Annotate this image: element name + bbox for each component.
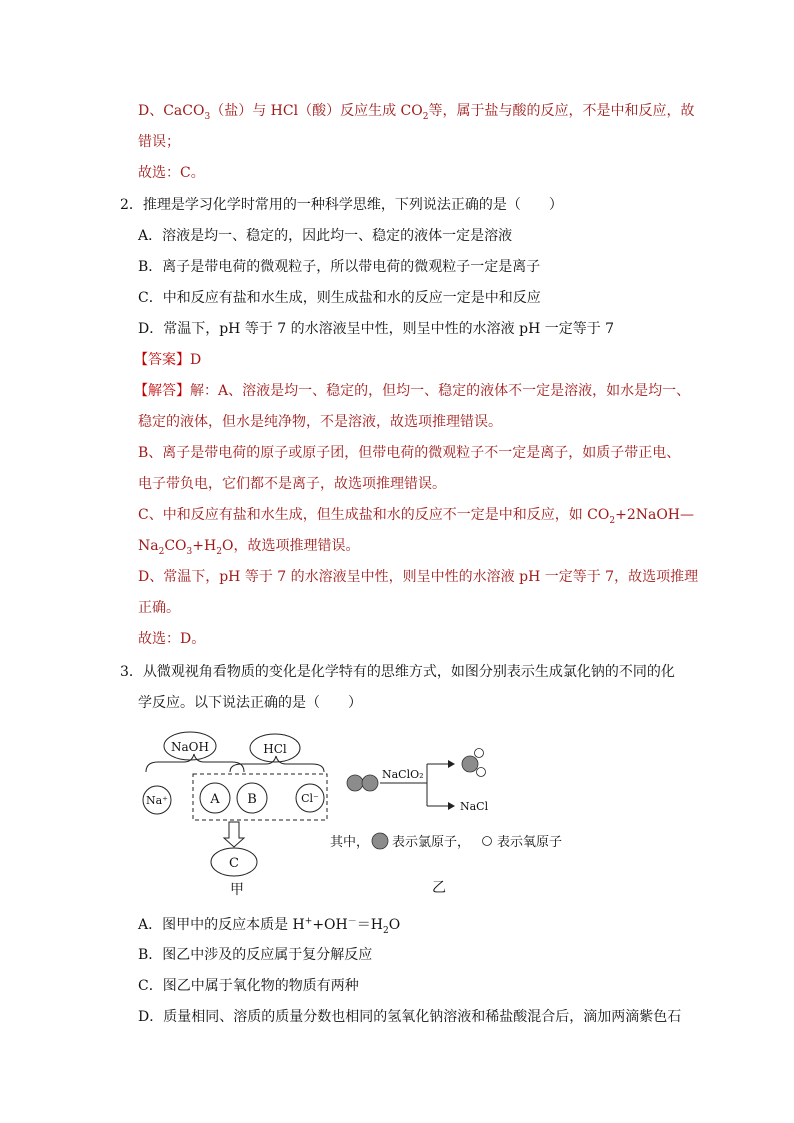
q1-option-d-analysis: D、CaCO$_3$（盐）与 HCl（酸）反应生成 $CO_2$等，属于盐与酸的反应，不是中和反应，故 — [138, 103, 695, 122]
q2-option-c: C．中和反应有盐和水生成，则生成盐和水的反应一定是中和反应 — [138, 290, 541, 306]
legend-text-3: 表示氧原子 — [497, 835, 563, 850]
q2-option-b: B．离子是带电荷的微观粒子，所以带电荷的微观粒子一定是离子 — [138, 259, 541, 275]
q2-analysis-d: D、常温下，pH 等于 7 的水溶液呈中性，则呈中性的水溶液 pH 一定等于 7，故选项推理 — [138, 569, 699, 585]
circle-b-label: B — [247, 792, 257, 807]
q3-option-b: B．图乙中涉及的反应属于复分解反应 — [138, 947, 373, 963]
q2-answer: 【答案】D — [134, 352, 202, 368]
q3-option-c: C．图乙中属于氧化物的物质有两种 — [138, 978, 359, 994]
cl-atom-1 — [347, 775, 363, 791]
q2-option-a: A．溶液是均一、稳定的，因此均一、稳定的液体一定是溶液 — [138, 228, 513, 244]
q2-analysis-c-cont: $Na_2CO_3+H_2O$，故选项推理错误。 — [138, 538, 360, 557]
q2-analysis-c: C、中和反应有盐和水生成，但生成盐和水的反应不一定是中和反应，如 $CO_2+2NaOH—$ — [138, 507, 695, 526]
figure-yi-label: 乙 — [432, 880, 446, 896]
clo2-o-atom-2 — [477, 768, 486, 777]
clo2-cl-atom — [462, 756, 478, 772]
naoh-brace — [146, 754, 244, 772]
cl-ion-label: Cl⁻ — [301, 792, 319, 805]
naoh-label: NaOH — [171, 740, 209, 754]
figure-jia-label: 甲 — [230, 882, 244, 898]
q2-analysis-b-cont: 电子带负电，它们都不是离子，故选项推理错误。 — [138, 476, 446, 492]
q2-analysis-a: 【解答】解：A、溶液是均一、稳定的，但均一、稳定的液体不一定是溶液，如水是均一、 — [134, 383, 691, 399]
legend-text-2: 表示氯原子， — [392, 835, 471, 850]
q2-choice: 故选：D。 — [138, 631, 206, 647]
q2-stem: 2．推理是学习化学时常用的一种科学思维，下列说法正确的是（ ） — [120, 197, 563, 213]
q1-option-d-analysis-cont: 错误； — [138, 134, 180, 150]
naclo2-label: NaClO₂ — [382, 768, 424, 781]
down-arrow-icon — [224, 822, 244, 847]
legend-cl-icon — [372, 833, 388, 849]
nacl-label: NaCl — [460, 800, 489, 813]
q3-option-d: D．质量相同、溶质的质量分数也相同的氢氧化钠溶液和稀盐酸混合后，滴加两滴紫色石 — [138, 1009, 682, 1025]
q3-option-a: A．图甲中的反应本质是 $H^++OH^-=H_2O$ — [138, 916, 401, 936]
q2-analysis-d-cont: 正确。 — [138, 600, 180, 616]
na-ion-label: Na⁺ — [146, 794, 168, 807]
reaction-figure — [140, 728, 580, 898]
arrow-head-bottom-icon — [448, 802, 455, 810]
q2-analysis-a-cont: 稳定的液体，但水是纯净物，不是溶液，故选项推理错误。 — [138, 414, 502, 430]
cl-atom-2 — [362, 775, 378, 791]
q3-stem: 3．从微观视角看物质的变化是化学特有的思维方式，如图分别表示生成氯化钠的不同的化 — [120, 664, 675, 680]
arrow-head-top-icon — [448, 760, 455, 768]
q2-option-d: D．常温下，pH 等于 7 的水溶液呈中性，则呈中性的水溶液 pH 一定等于 7 — [138, 321, 615, 337]
circle-c-label: C — [229, 856, 239, 871]
hcl-label: HCl — [263, 742, 287, 756]
legend-o-icon — [483, 837, 492, 846]
q3-stem-cont: 学反应。以下说法正确的是（ ） — [138, 695, 362, 711]
legend-text-1: 其中， — [330, 835, 370, 850]
circle-a-label: A — [210, 792, 220, 807]
q2-analysis-b: B、离子是带电荷的原子或原子团，但带电荷的微观粒子不一定是离子，如质子带正电、 — [138, 445, 681, 461]
q1-choice: 故选：C。 — [138, 165, 205, 181]
clo2-o-atom-1 — [475, 749, 484, 758]
